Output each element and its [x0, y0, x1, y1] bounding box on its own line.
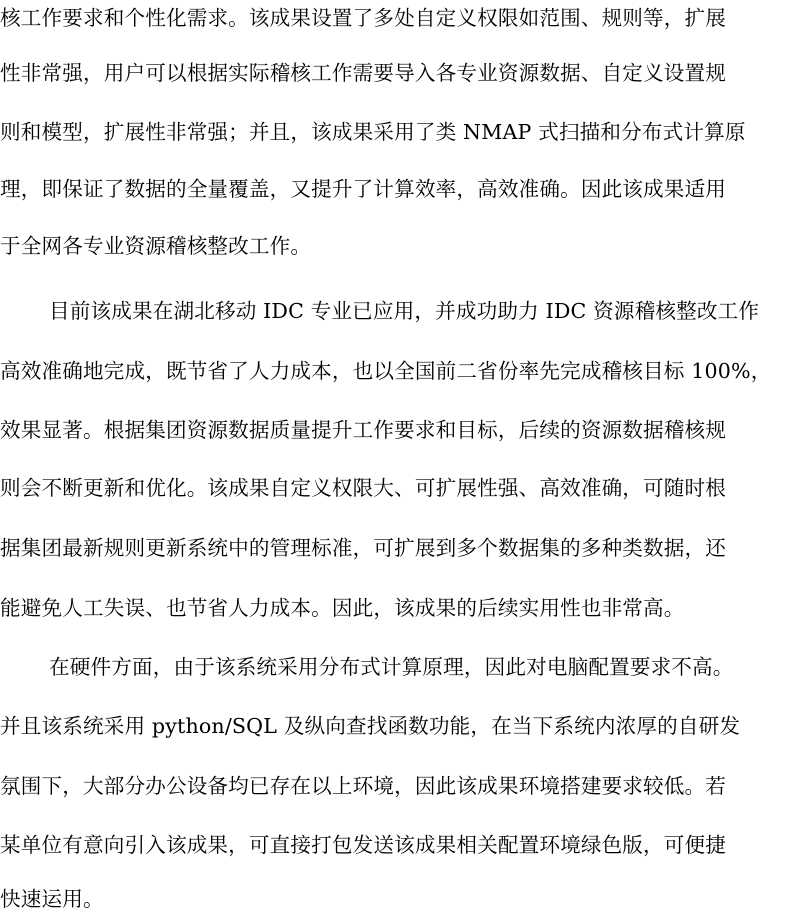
paragraph-2-line-5: 据集团最新规则更新系统中的管理标准，可扩展到多个数据集的多种类数据，还: [0, 536, 727, 560]
paragraph-1-line-5: 于全网各专业资源稽核整改工作。: [0, 234, 312, 258]
paragraph-3-line-4: 某单位有意向引入该成果，可直接打包发送该成果相关配置环境绿色版，可便捷: [0, 833, 727, 857]
paragraph-1-line-4: 理，即保证了数据的全量覆盖，又提升了计算效率，高效准确。因此该成果适用: [0, 177, 727, 201]
paragraph-3-line-2: 并且该系统采用 python/SQL 及纵向查找函数功能，在当下系统内浓厚的自研发: [0, 714, 741, 738]
paragraph-2-line-4: 则会不断更新和优化。该成果自定义权限大、可扩展性强、高效准确，可随时根: [0, 476, 727, 500]
paragraph-3-line-3: 氛围下，大部分办公设备均已存在以上环境，因此该成果环境搭建要求较低。若: [0, 774, 727, 798]
paragraph-1-line-2: 性非常强，用户可以根据实际稽核工作需要导入各专业资源数据、自定义设置规: [0, 61, 727, 85]
paragraph-1-line-1: 核工作要求和个性化需求。该成果设置了多处自定义权限如范围、规则等，扩展: [0, 6, 727, 30]
paragraph-2-line-1: 目前该成果在湖北移动 IDC 专业已应用，并成功助力 IDC 资源稽核整改工作: [49, 299, 760, 323]
paragraph-1-line-3: 则和模型，扩展性非常强；并且，该成果采用了类 NMAP 式扫描和分布式计算原: [0, 120, 746, 144]
paragraph-2-line-6: 能避免人工失误、也节省人力成本。因此，该成果的后续实用性也非常高。: [0, 596, 685, 620]
paragraph-2-line-2: 高效准确地完成，既节省了人力成本，也以全国前二省份率先完成稽核目标 100%，: [0, 359, 772, 383]
paragraph-3-line-5: 快速运用。: [0, 887, 104, 911]
paragraph-2-line-3: 效果显著。根据集团资源数据质量提升工作要求和目标，后续的资源数据稽核规: [0, 418, 727, 442]
paragraph-3-line-1: 在硬件方面，由于该系统采用分布式计算原理，因此对电脑配置要求不高。: [49, 655, 734, 679]
